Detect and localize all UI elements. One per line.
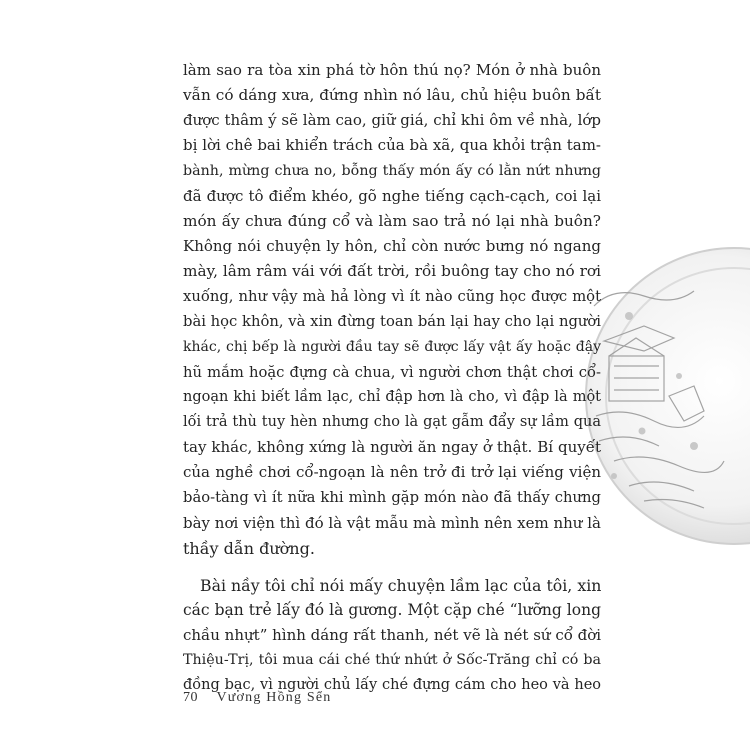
text-line: làm sao ra tòa xin phá tờ hôn thú nọ? Món ở nhà buôn <box>183 61 601 79</box>
author-name: Vương Hồng Sển <box>216 690 332 705</box>
body-text <box>183 58 601 699</box>
text-line: được thâm ý sẽ làm cao, giữ giá, chỉ khi ôm về nhà, lớp <box>183 111 601 130</box>
text-line: của nghề chơi cổ-ngoạn là nên trở đi trở lại viếng viện <box>183 463 601 482</box>
text-line: bành, mừng chưa no, bỗng thấy món ấy có lằn nứt nhưng <box>183 162 601 179</box>
text-line: chầu nhựt” hình dáng rất thanh, nét vẽ là nét sứ cổ đời <box>183 626 602 645</box>
text-line: hũ mắm hoặc đựng cà chua, vì người chơn thật chơi cổ- <box>183 363 601 381</box>
paragraph-1 <box>183 58 601 561</box>
text-line: bị lời chê bai khiển trách của bà xã, qua khỏi trận tam- <box>183 136 601 155</box>
text-line: bảo-tàng vì ít nữa khi mình gặp món nào đã thấy chưng <box>183 489 601 507</box>
page-footer <box>183 690 331 706</box>
text-line: bày nơi viện thì đó là vật mẫu mà mình nên xem như là <box>183 513 601 532</box>
text-line: mày, lâm râm vái với đất trời, rồi buông tay cho nó rơi <box>183 262 601 281</box>
text-line: bài học khôn, và xin đừng toan bán lại hay cho lại người <box>183 313 601 331</box>
text-line: Bài nầy tôi chỉ nói mấy chuyện lầm lạc của tôi, xin <box>200 575 602 595</box>
text-line: xuống, như vậy mà hả lòng vì ít nào cũng học được một <box>183 288 601 306</box>
porcelain-plate-illustration <box>584 246 750 546</box>
paragraph-2 <box>183 573 601 699</box>
text-line: đồng bạc, vì người chủ lấy ché đựng cám cho heo và heo <box>183 677 601 694</box>
text-line: các bạn trẻ lấy đó là gương. Một cặp ché “lưỡng long <box>183 600 601 619</box>
text-line: tay khác, không xứng là người ăn ngay ở thật. Bí quyết <box>183 438 601 457</box>
text-line: đã được tô điểm khéo, gõ nghe tiếng cạch-cạch, coi lại <box>183 186 601 205</box>
page-number: 70 <box>183 690 198 705</box>
text-line: lối trả thù tuy hèn nhưng cho là gạt gẫm đẩy sự lầm qua <box>183 413 601 430</box>
text-line: ngoạn khi biết lầm lạc, chỉ đập hơn là cho, vì đập là một <box>183 388 601 405</box>
text-line: món ấy chưa đúng cổ và làm sao trả nó lại nhà buôn? <box>183 211 601 230</box>
text-line: Không nói chuyện ly hôn, chỉ còn nước bưng nó ngang <box>183 236 601 255</box>
text-line: thầy dẫn đường. <box>183 538 315 558</box>
text-line: khác, chị bếp là người đầu tay sẽ được lấy vật ấy hoặc đậy <box>183 338 601 355</box>
text-line: Thiệu-Trị, tôi mua cái ché thứ nhứt ở Sốc-Trăng chỉ có ba <box>183 652 601 669</box>
text-line: vẫn có dáng xưa, đứng nhìn nó lâu, chủ hiệu buôn bất <box>183 86 601 105</box>
